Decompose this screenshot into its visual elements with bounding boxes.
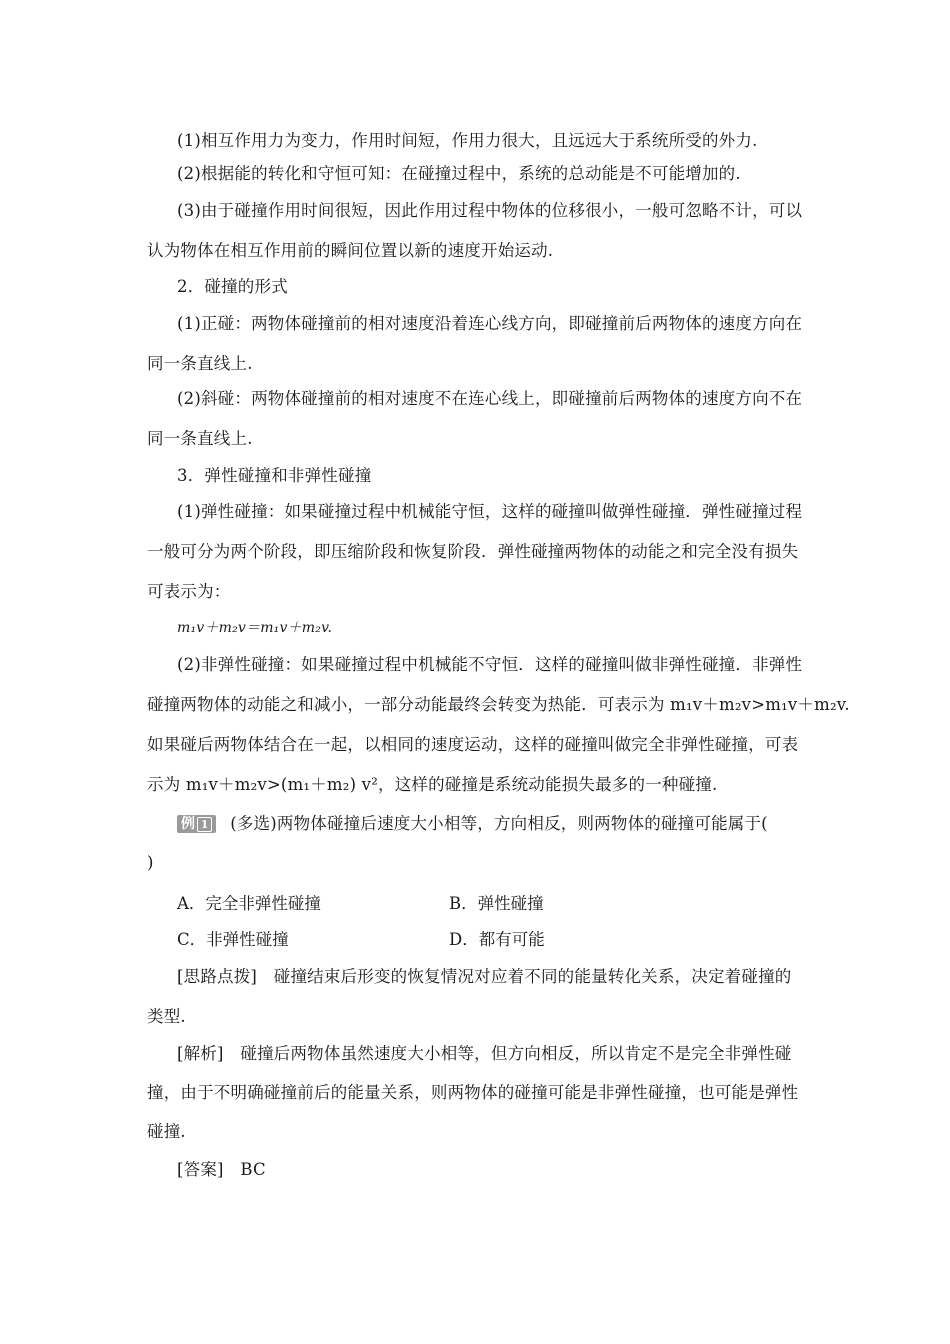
section-3-heading: 3．弹性碰撞和非弹性碰撞: [177, 466, 372, 485]
inelastic-collision-cont-1: 碰撞两物体的动能之和减小，一部分动能最终会转变为热能．可表示为 m₁v＋m₂v>m₁v＋m₂v.: [147, 695, 850, 714]
option-b: B．弹性碰撞: [449, 894, 544, 913]
oblique-collision: (2)斜碰：两物体碰撞前的相对速度不在连心线上，即碰撞前后两物体的速度方向不在: [177, 389, 803, 408]
inelastic-collision: (2)非弹性碰撞：如果碰撞过程中机械能不守恒．这样的碰撞叫做非弹性碰撞．非弹性: [177, 655, 803, 674]
elastic-formula: m₁v＋m₂v＝m₁v＋m₂v.: [177, 620, 333, 636]
point-3: (3)由于碰撞作用时间很短，因此作用过程中物体的位移很小，一般可忽略不计，可以: [177, 201, 803, 220]
option-c: C．非弹性碰撞: [177, 930, 289, 949]
point-2: (2)根据能的转化和守恒可知：在碰撞过程中，系统的总动能是不可能增加的.: [177, 164, 741, 183]
example-badge: 例 1: [177, 815, 216, 833]
oblique-collision-cont: 同一条直线上.: [147, 429, 253, 448]
point-1: (1)相互作用力为变力，作用时间短，作用力很大，且远远大于系统所受的外力.: [177, 131, 758, 150]
option-a: A．完全非弹性碰撞: [177, 894, 321, 913]
inelastic-collision-cont-3: 示为 m₁v＋m₂v>(m₁＋m₂) v²，这样的碰撞是系统动能损失最多的一种碰撞.: [147, 775, 718, 794]
elastic-collision-cont-2: 可表示为：: [147, 582, 231, 601]
head-on-collision-cont: 同一条直线上.: [147, 354, 253, 373]
section-2-heading: 2．碰撞的形式: [177, 277, 288, 296]
example-question-text: (多选)两物体碰撞后速度大小相等，方向相反，则两物体的碰撞可能属于(: [230, 814, 768, 833]
elastic-collision-cont-1: 一般可分为两个阶段，即压缩阶段和恢复阶段．弹性碰撞两物体的动能之和完全没有损失: [147, 542, 799, 561]
example-question-cont: ): [147, 853, 154, 872]
analysis-cont-2: 碰撞.: [147, 1122, 186, 1141]
head-on-collision: (1)正碰：两物体碰撞前的相对速度沿着连心线方向，即碰撞前后两物体的速度方向在: [177, 314, 803, 333]
option-d: D．都有可能: [449, 930, 545, 949]
answer: [答案] BC: [177, 1160, 266, 1179]
elastic-collision: (1)弹性碰撞：如果碰撞过程中机械能守恒，这样的碰撞叫做弹性碰撞．弹性碰撞过程: [177, 502, 803, 521]
inelastic-collision-cont-2: 如果碰后两物体结合在一起，以相同的速度运动，这样的碰撞叫做完全非弹性碰撞，可表: [147, 735, 799, 754]
analysis-cont-1: 撞，由于不明确碰撞前后的能量关系，则两物体的碰撞可能是非弹性碰撞，也可能是弹性: [147, 1083, 799, 1102]
example-question: [177, 813, 842, 835]
hint: [思路点拨] 碰撞结束后形变的恢复情况对应着不同的能量转化关系，决定着碰撞的: [177, 967, 792, 986]
analysis: [解析] 碰撞后两物体虽然速度大小相等，但方向相反，所以肯定不是完全非弹性碰: [177, 1044, 792, 1063]
hint-cont: 类型.: [147, 1007, 186, 1026]
point-3-cont: 认为物体在相互作用前的瞬间位置以新的速度开始运动.: [147, 241, 554, 260]
